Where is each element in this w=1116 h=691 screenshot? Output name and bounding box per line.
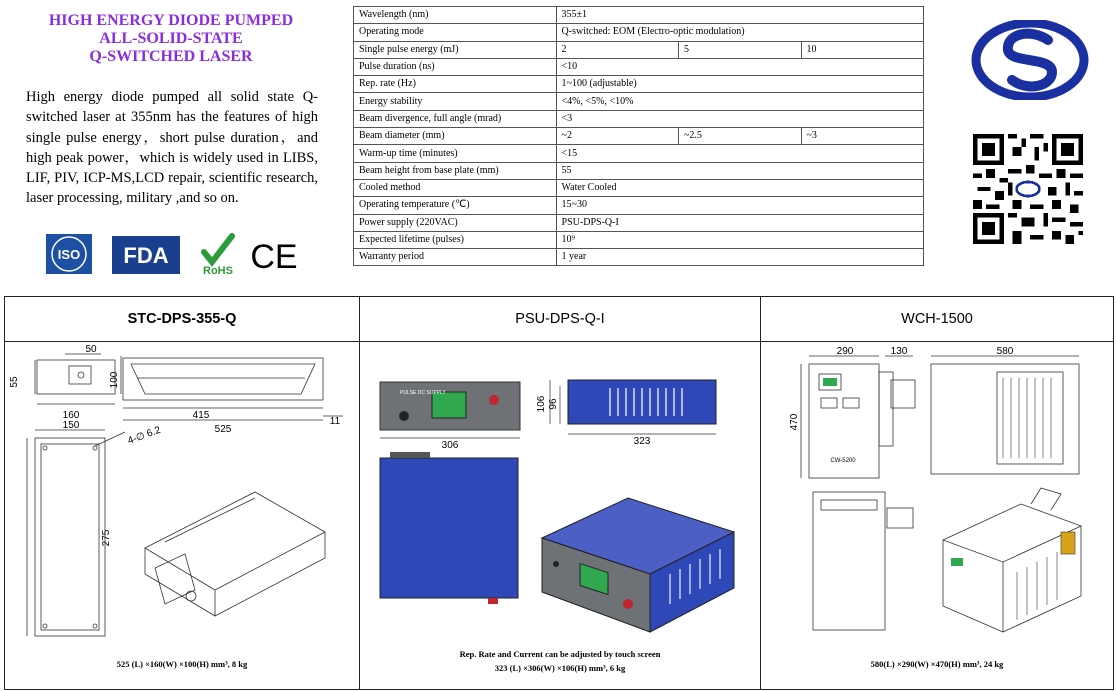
svg-text:CE: CE bbox=[250, 238, 298, 276]
spec-row bbox=[354, 58, 924, 75]
spec-value: 2 bbox=[556, 41, 678, 58]
spec-label: Energy stability bbox=[354, 93, 557, 110]
iso-logo bbox=[46, 234, 92, 274]
spec-value: PSU-DPS-Q-I bbox=[556, 214, 923, 231]
rohs-logo bbox=[203, 236, 233, 276]
laser-head-name: STC-DPS-355-Q bbox=[5, 297, 359, 342]
product-drawings-grid bbox=[4, 296, 1114, 690]
svg-text:ISO: ISO bbox=[57, 247, 81, 262]
spec-row bbox=[354, 93, 924, 110]
dim-96: 96 bbox=[548, 398, 559, 410]
spec-row bbox=[354, 214, 924, 231]
spec-label: Rep. rate (Hz) bbox=[354, 76, 557, 93]
spec-label: Pulse duration (ns) bbox=[354, 58, 557, 75]
dim-580: 580 bbox=[996, 346, 1014, 357]
spec-row bbox=[354, 179, 924, 196]
dim-160: 160 bbox=[62, 410, 80, 421]
dim-525: 525 bbox=[214, 424, 232, 435]
spec-row bbox=[354, 76, 924, 93]
spec-row bbox=[354, 231, 924, 248]
spec-label: Single pulse energy (mJ) bbox=[354, 41, 557, 58]
spec-value: <15 bbox=[556, 145, 923, 162]
company-logo bbox=[970, 20, 1090, 105]
spec-label: Warm-up time (minutes) bbox=[354, 145, 557, 162]
spec-label: Beam height from base plate (mm) bbox=[354, 162, 557, 179]
spec-value: 55 bbox=[556, 162, 923, 179]
spec-label: Power supply (220VAC) bbox=[354, 214, 557, 231]
power-supply-drawing bbox=[360, 342, 760, 642]
power-supply-name: PSU-DPS-Q-I bbox=[360, 297, 760, 342]
ce-logo bbox=[250, 238, 297, 276]
laser-head-panel bbox=[5, 297, 360, 689]
power-supply-caption-1: Rep. Rate and Current can be adjusted by touch screen bbox=[459, 649, 661, 659]
qr-code bbox=[973, 133, 1083, 245]
svg-text:FDA: FDA bbox=[123, 243, 169, 268]
spec-label: Operating temperature (℃) bbox=[354, 197, 557, 214]
spec-row bbox=[354, 249, 924, 266]
spec-label: Warranty period bbox=[354, 249, 557, 266]
spec-row bbox=[354, 41, 924, 58]
spec-value: 1~100 (adjustable) bbox=[556, 76, 923, 93]
dim-55: 55 bbox=[9, 376, 20, 388]
spec-value: 15~30 bbox=[556, 197, 923, 214]
spec-label: Beam diameter (mm) bbox=[354, 128, 557, 145]
chiller-model-label: CW-5200 bbox=[830, 458, 856, 464]
spec-label: Expected lifetime (pulses) bbox=[354, 231, 557, 248]
spec-label: Wavelength (nm) bbox=[354, 7, 557, 24]
title-line-2: ALL-SOLID-STATE bbox=[99, 30, 243, 47]
spec-value: 355±1 bbox=[556, 7, 923, 24]
laser-head-drawing bbox=[5, 342, 359, 642]
spec-row bbox=[354, 24, 924, 41]
power-supply-panel bbox=[360, 297, 761, 689]
fda-logo bbox=[112, 236, 180, 274]
certification-logos bbox=[46, 232, 306, 276]
svg-text:RoHS: RoHS bbox=[203, 265, 233, 276]
dim-11: 11 bbox=[329, 416, 341, 427]
dim-130: 130 bbox=[890, 346, 908, 357]
spec-value: <3 bbox=[556, 110, 923, 127]
dim-50: 50 bbox=[85, 344, 97, 355]
panel-label: PULSE DC SUPPLY bbox=[400, 390, 446, 396]
spec-value: ~3 bbox=[801, 128, 924, 145]
dim-415: 415 bbox=[192, 410, 210, 421]
spec-row bbox=[354, 162, 924, 179]
chiller-drawing bbox=[761, 342, 1113, 642]
dim-100: 100 bbox=[109, 371, 120, 389]
spec-row bbox=[354, 110, 924, 127]
spec-value: 10 bbox=[801, 41, 924, 58]
spec-row bbox=[354, 197, 924, 214]
dim-106: 106 bbox=[536, 395, 547, 413]
title-line-1: HIGH ENERGY DIODE PUMPED bbox=[48, 12, 294, 29]
spec-row bbox=[354, 145, 924, 162]
spec-value: <10 bbox=[556, 58, 923, 75]
spec-value: 5 bbox=[679, 41, 802, 58]
spec-table bbox=[353, 6, 924, 266]
spec-label: Cooled method bbox=[354, 179, 557, 196]
dim-306: 306 bbox=[441, 440, 459, 451]
dim-holes: 4-∅ 6.2 bbox=[126, 424, 163, 447]
chiller-name: WCH-1500 bbox=[761, 297, 1113, 342]
dim-275: 275 bbox=[101, 529, 112, 547]
product-description: High energy diode pumped all solid state Q-switched laser at 355nm has the features of high single pulse energy，short pulse duration，and high peak power，which is widely used in LIBS, LIF, PIV, ICP-MS,LCD repair, scientific research, laser processing, military ,and so on. bbox=[26, 89, 318, 207]
spec-value: Q-switched: EOM (Electro-optic modulation) bbox=[556, 24, 923, 41]
product-title bbox=[14, 12, 328, 66]
spec-value: Water Cooled bbox=[556, 179, 923, 196]
laser-head-caption: 525 (L) ×160(W) ×100(H) mm³, 8 kg bbox=[116, 659, 248, 669]
chiller-caption: 580(L) ×290(W) ×470(H) mm³, 24 kg bbox=[870, 659, 1004, 669]
chiller-panel bbox=[761, 297, 1113, 689]
spec-value: ~2 bbox=[556, 128, 678, 145]
spec-row bbox=[354, 7, 924, 24]
spec-row bbox=[354, 128, 924, 145]
spec-value: 1 year bbox=[556, 249, 923, 266]
dim-150: 150 bbox=[62, 420, 80, 431]
spec-label: Beam divergence, full angle (mrad) bbox=[354, 110, 557, 127]
spec-value: ~2.5 bbox=[679, 128, 802, 145]
power-supply-caption-2: 323 (L) ×306(W) ×106(H) mm³, 6 kg bbox=[494, 663, 626, 673]
spec-value: <4%, <5%, <10% bbox=[556, 93, 923, 110]
dim-470: 470 bbox=[789, 413, 800, 431]
spec-label: Operating mode bbox=[354, 24, 557, 41]
dim-323: 323 bbox=[633, 436, 651, 447]
spec-value: 10⁹ bbox=[556, 231, 923, 248]
title-line-3: Q-SWITCHED LASER bbox=[89, 48, 253, 65]
dim-290: 290 bbox=[836, 346, 854, 357]
